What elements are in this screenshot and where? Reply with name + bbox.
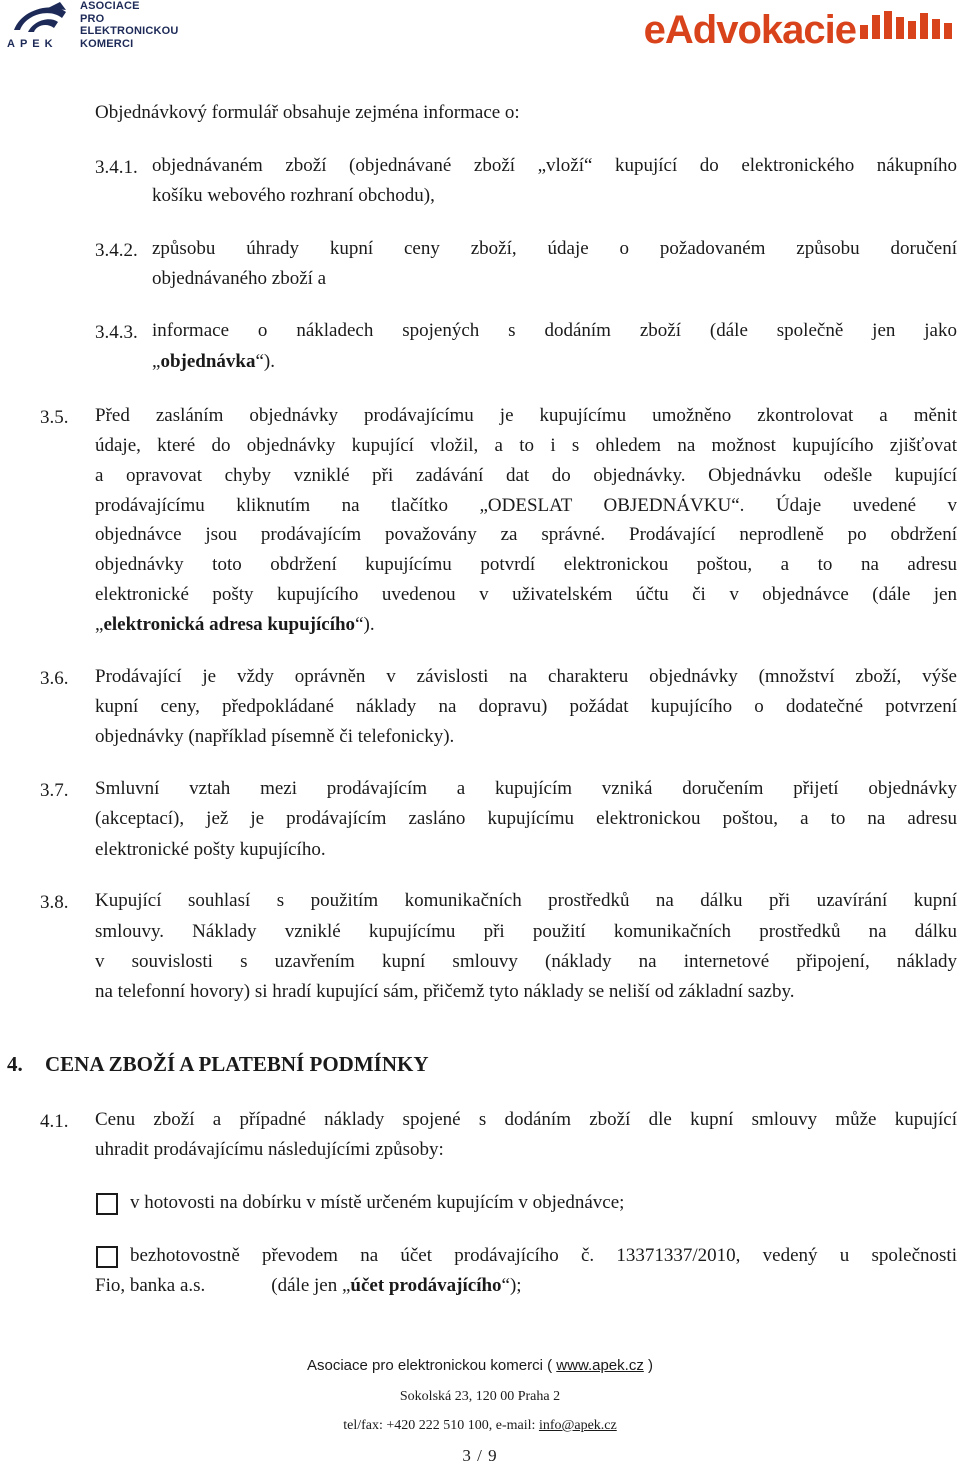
footer-website-link[interactable]: www.apek.cz — [556, 1357, 644, 1374]
item-line: „objednávka“). — [152, 351, 275, 372]
option-transfer-line2: Fio, banka a.s. (dále jen „účet prodávajícího“); — [95, 1275, 522, 1296]
para-line: na telefonní hovory) si hradí kupující sám, přičemž tyto náklady se neliší od základní sazby. — [95, 981, 795, 1002]
para-line: elektronické pošty kupujícího uvedenou v uživatelském účtu či v objednávce (dále jen — [95, 584, 957, 605]
eadvokacie-bars-icon — [860, 11, 954, 45]
para-num: 4.1. — [40, 1111, 69, 1132]
intro-text: Objednávkový formulář obsahuje zejména informace o: — [95, 102, 520, 123]
item-num: 3.4.2. — [95, 240, 138, 261]
eadvokacie-logo: eAdvokacie — [643, 8, 856, 52]
para-num: 3.8. — [40, 892, 69, 913]
para-num: 3.5. — [40, 407, 69, 428]
item-line: informace o nákladech spojených s dodáním zboží (dále společně jen jako — [152, 320, 957, 341]
para-line: Cenu zboží a případné náklady spojené s dodáním zboží dle kupní smlouvy může kupující — [95, 1109, 957, 1130]
para-line: Kupující souhlasí s použitím komunikačních prostředků na dálku při uzavírání kupní — [95, 890, 957, 911]
para-line: a opravovat chyby vzniklé při zadávání dat do objednávky. Objednávku odešle kupující — [95, 465, 957, 486]
para-line: Před zasláním objednávky prodávajícímu je kupujícímu umožněno zkontrolovat a měnit — [95, 405, 957, 426]
para-num: 3.6. — [40, 668, 69, 689]
page-number: 3 / 9 — [462, 1446, 498, 1465]
item-line: objednávaném zboží (objednávané zboží „vloží“ kupující do elektronického nákupního — [152, 155, 957, 176]
para-line: údaje, které do objednávky kupující vložil, a to i s ohledem na možnost kupujícího zjišťovat — [95, 435, 957, 456]
para-line: prodávajícímu kliknutím na tlačítko „ODESLAT OBJEDNÁVKU“. Údaje uvedené v — [95, 495, 957, 516]
apek-word: APEK — [7, 38, 58, 50]
option-cash-label: v hotovosti na dobírku v místě určeném kupujícím v objednávce; — [130, 1192, 625, 1213]
item-num: 3.4.3. — [95, 322, 138, 343]
para-line: Smluvní vztah mezi prodávajícím a kupujícím vzniká doručením přijetí objednávky — [95, 778, 957, 799]
checkbox-bank-transfer[interactable] — [96, 1246, 118, 1268]
footer-contact: tel/fax: +420 222 510 100, e-mail: info@apek.cz — [343, 1418, 617, 1433]
footer-org: Asociace pro elektronickou komerci ( www.apek.cz ) — [307, 1357, 653, 1374]
item-num: 3.4.1. — [95, 157, 138, 178]
para-line: objednávce jsou prodávajícím považovány za správné. Prodávající neprodleně po obdržení — [95, 524, 957, 545]
para-line: uhradit prodávajícímu následujícími způsoby: — [95, 1139, 444, 1160]
para-num: 3.7. — [40, 780, 69, 801]
apek-line-1: ASOCIACE — [80, 0, 140, 12]
footer-email-link[interactable]: info@apek.cz — [538, 1418, 617, 1433]
para-line: „elektronická adresa kupujícího“). — [95, 614, 375, 635]
item-line: způsobu úhrady kupní ceny zboží, údaje o požadovaném způsobu doručení — [152, 238, 957, 259]
option-transfer-label: bezhotovostně převodem na účet prodávajícího č. 13371337/2010, vedený u společnosti — [130, 1245, 957, 1266]
para-line: kupní ceny, předpokládané náklady na dopravu) požádat kupujícího o dodatečné potvrzení — [95, 696, 957, 717]
item-line: objednávaného zboží a — [152, 268, 327, 289]
para-line: objednávky (například písemně či telefonicky). — [95, 726, 455, 747]
para-line: Prodávající je vždy oprávněn v závislosti na charakteru objednávky (množství zboží, výše — [95, 666, 957, 687]
item-line: košíku webového rozhraní obchodu), — [152, 185, 435, 206]
para-line: v souvislosti s uzavřením kupní smlouvy (náklady na internetové připojení, náklady — [95, 951, 957, 972]
footer-address: Sokolská 23, 120 00 Praha 2 — [399, 1389, 561, 1404]
apek-org-name — [80, 0, 179, 50]
apek-line-4: KOMERCI — [80, 37, 134, 50]
section-heading: 4. CENA ZBOŽÍ A PLATEBNÍ PODMÍNKY — [7, 1052, 429, 1076]
apek-line-3: ELEKTRONICKOU — [80, 25, 179, 37]
para-line: (akceptací), jež je prodávajícím zasláno kupujícímu elektronickou poštou, a to na adresu — [95, 808, 957, 829]
checkbox-cash-on-delivery[interactable] — [96, 1193, 118, 1215]
apek-line-2: PRO — [80, 12, 105, 25]
para-line: objednávky toto obdržení kupujícímu potvrdí elektronickou poštou, a to na adresu — [95, 554, 957, 575]
para-line: elektronické pošty kupujícího. — [95, 839, 326, 860]
para-line: smlouvy. Náklady vzniklé kupujícímu při použití komunikačních prostředků na dálku — [95, 921, 957, 942]
